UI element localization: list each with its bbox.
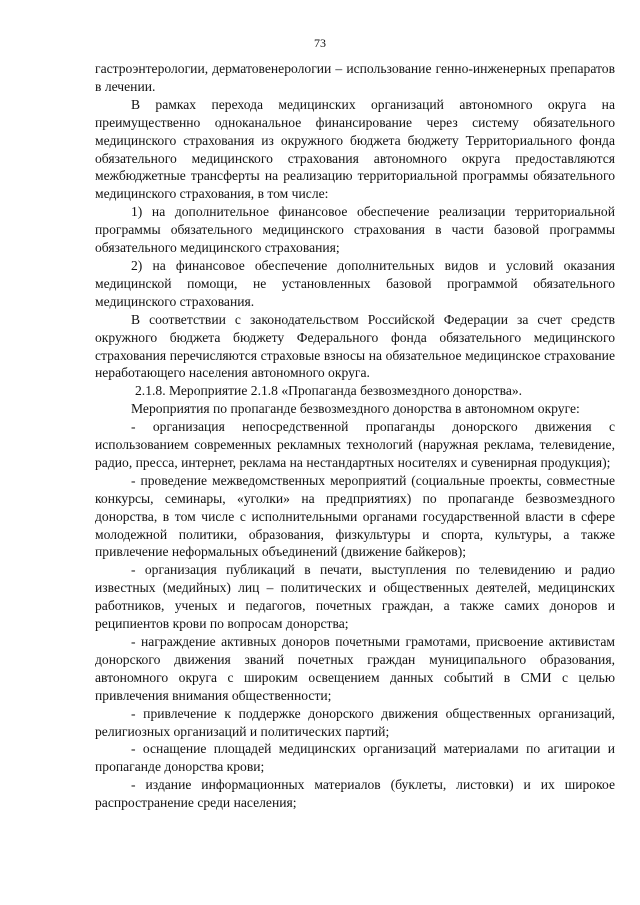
bullet-item: - организация публикаций в печати, выступления по телевидению и радио известных (медийных) лиц – политических и общественных деятелей, медицинских работников, ученых и педагогов, почетных граждан, а также самих доноров и реципиентов крови по вопросам донорства; [95,562,615,632]
paragraph-insurance-contributions: В соответствии с законодательством Российской Федерации за счет средств окружного бюджета бюджету Федерального фонда обязательного медицинского страхования перечисляются страховые взносы на обязательное медицинское страхование неработающего населения автономного округа. [95,311,615,381]
paragraph-measures-intro: Мероприятия по пропаганде безвозмездного донорства в автономном округе: [131,401,580,417]
bullet-item: - оснащение площадей медицинских организаций материалами по агитации и пропаганде донорства крови; [95,741,615,775]
bullet-item: - проведение межведомственных мероприятий (социальные проекты, совместные конкурсы, семинары, «уголки» на предприятиях) по пропаганде безвозмездного донорства, в том числе с исполнительными органами государственной власти в сфере молодежной политики, образования, физкультуры и спорта, культуры, а также привлечение неформальных объединений (движение байкеров); [95,472,615,560]
bullet-item: - организация непосредственной пропаганды донорского движения с использованием современных рекламных технологий (наружная реклама, телевидение, радио, пресса, интернет, реклама на нестандартных носителях и сувенирная продукция); [95,419,615,470]
bullet-item: - привлечение к поддержке донорского движения общественных организаций, религиозных организаций и политических партий; [95,705,615,739]
bullet-item: - издание информационных материалов (буклеты, листовки) и их широкое распространение среди населения; [95,777,615,811]
list-item-1: 1) на дополнительное финансовое обеспечение реализации территориальной программы обязательного медицинского страхования в части базовой программы обязательного медицинского страхования; [95,204,615,256]
bullet-item: - награждение активных доноров почетными грамотами, присвоение активистам донорского движения званий почетных граждан муниципального образования, автономного округа с широким освещением данных событий в СМИ с целью привлечения внимания общественности; [95,634,615,703]
paragraph-financing: В рамках перехода медицинских организаций автономного округа на преимущественно одноканальное финансирование через систему обязательного медицинского страхования из окружного бюджета бюджету Территориального фонда обязательного медицинского страхования автономного округа предоставляются межбюджетные трансферты на реализацию территориальной программы обязательного медицинского страхования, в том числе: [95,96,615,202]
paragraph-continuation: гастроэнтерологии, дерматовенерологии – использование генно-инженерных препаратов в лечении. [95,61,615,94]
section-heading: 2.1.8. Мероприятие 2.1.8 «Пропаганда безвозмездного донорства». [135,383,523,399]
list-item-2: 2) на финансовое обеспечение дополнительных видов и условий оказания медицинской помощи, не установленных базовой программой обязательного медицинского страхования. [95,257,615,309]
document-body [95,60,615,812]
page-number: 73 [314,36,326,50]
